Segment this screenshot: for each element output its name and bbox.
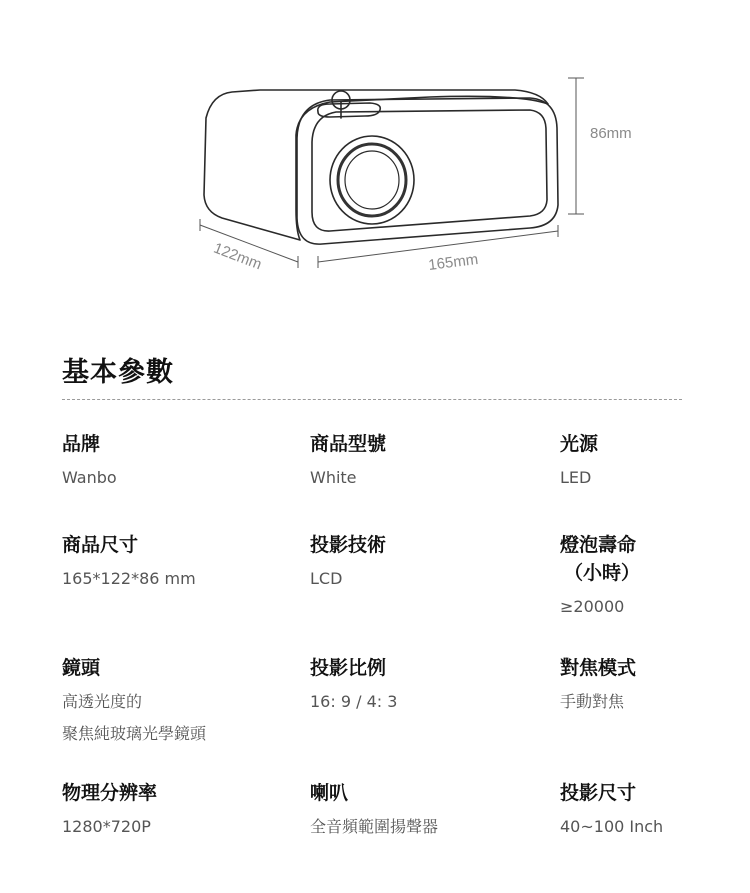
projector-front-inner: [312, 110, 547, 231]
spec-value: LED: [560, 468, 592, 487]
spec-label: [560, 531, 640, 587]
spec-label: 對焦模式: [560, 657, 637, 679]
spec-label: 品牌: [62, 433, 101, 455]
spec-lens: [62, 654, 206, 750]
spec-value: LCD: [310, 569, 343, 588]
section-title: 基本參數: [62, 357, 174, 387]
spec-label: 鏡頭: [62, 657, 101, 679]
spec-speaker: [310, 779, 438, 843]
lens: [330, 136, 414, 224]
spec-value: 165*122*86 mm: [62, 569, 196, 588]
projector-body-outline: [204, 90, 548, 240]
depth-label: 122mm: [211, 239, 264, 274]
spec-value: Wanbo: [62, 468, 117, 487]
spec-label: 投影比例: [310, 657, 387, 679]
spec-resolution: [62, 779, 157, 843]
spec-lamp-life: [560, 531, 640, 623]
projector-front-face: [297, 98, 558, 244]
spec-value: 手動對焦: [560, 692, 625, 711]
spec-label-sub: （小時）: [564, 562, 641, 584]
width-label: 165mm: [427, 250, 480, 274]
spec-value: White: [310, 468, 357, 487]
spec-value: 1280*720P: [62, 817, 151, 836]
spec-value: 全音頻範圍揚聲器: [310, 817, 439, 836]
spec-label: 光源: [560, 433, 599, 455]
spec-label: 商品尺寸: [62, 534, 139, 556]
spec-value: ≥20000: [560, 597, 625, 616]
spec-value: 16: 9 / 4: 3: [310, 692, 398, 711]
spec-value: [62, 686, 206, 750]
spec-label: 商品型號: [310, 433, 387, 455]
spec-product-size: [62, 531, 196, 595]
height-label: 86mm: [590, 125, 632, 142]
spec-value-line: 聚焦純玻璃光學鏡頭: [62, 724, 207, 743]
spec-focus-mode: [560, 654, 636, 718]
spec-label: 投影技術: [310, 534, 387, 556]
spec-projection-size: [560, 779, 663, 843]
spec-value: 40~100 Inch: [560, 817, 664, 836]
spec-model: [310, 430, 386, 494]
spec-label: 喇叭: [310, 782, 349, 804]
spec-aspect-ratio: [310, 654, 397, 718]
spec-brand: [62, 430, 117, 494]
projector-dimension-diagram: [0, 0, 750, 300]
spec-label: 投影尺寸: [560, 782, 637, 804]
spec-value-line: 高透光度的: [62, 692, 143, 711]
spec-label-main: 燈泡壽命: [560, 534, 637, 556]
dashed-divider: [62, 399, 682, 400]
spec-projection-tech: [310, 531, 386, 595]
spec-light-source: [560, 430, 598, 494]
spec-label: 物理分辨率: [62, 782, 158, 804]
